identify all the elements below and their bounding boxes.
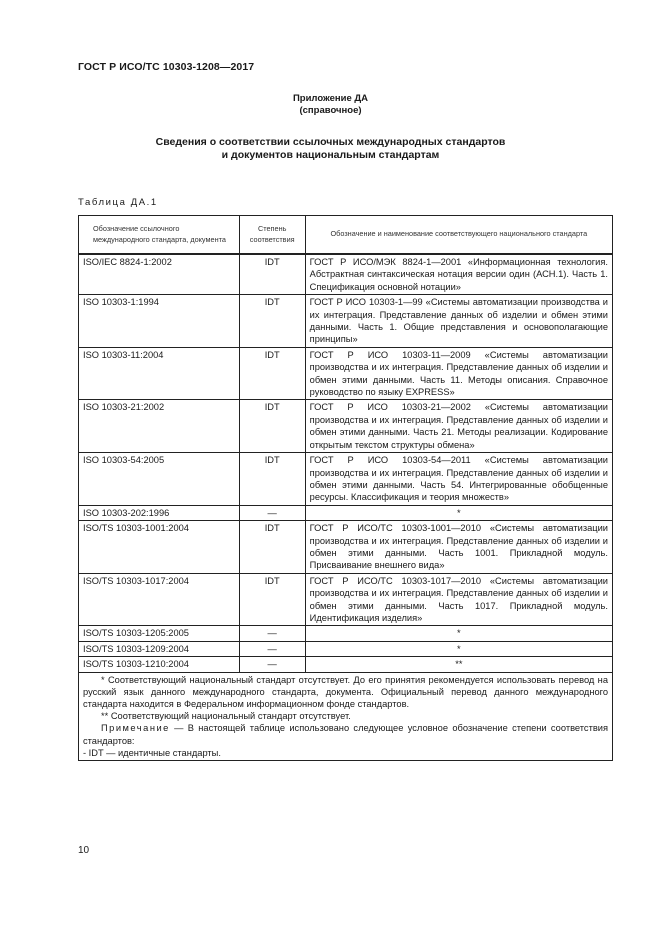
cell-degree: — xyxy=(239,657,305,672)
table-row xyxy=(79,521,613,574)
cell-standard: ISO/TS 10303-1017:2004 xyxy=(79,573,240,626)
table-row xyxy=(79,453,613,506)
cell-standard: ISO/TS 10303-1205:2005 xyxy=(79,626,240,641)
cell-national: ГОСТ Р ИСО/ТС 10303-1017—2010 «Системы автоматизации производства и их интеграция. Представление данных об изделии и обмен этими данными. Часть 1017. Прикладной модуль. Идентификация изделия» xyxy=(305,573,612,626)
footnote-double-star: ** Соответствующий национальный стандарт отсутствует. xyxy=(101,711,351,722)
cell-degree: — xyxy=(239,505,305,520)
cell-degree: IDT xyxy=(239,347,305,400)
cell-national: ** xyxy=(305,657,612,672)
table-header-row xyxy=(79,216,613,255)
table-row xyxy=(79,505,613,520)
cell-national: * xyxy=(305,641,612,656)
appendix-title: Приложение ДА xyxy=(292,93,369,104)
table-row xyxy=(79,641,613,656)
table-notes xyxy=(79,672,613,760)
table-row xyxy=(79,347,613,400)
page-number: 10 xyxy=(78,845,90,856)
table-row xyxy=(79,657,613,672)
footnote-single-star: * Соответствующий национальный стандарт отсутствует. До его принятия рекомендуется использовать перевод на русский язык данного международного стандарта, документа. Официальный перевод данного международного стандарта находится в Федеральном информационном фонде стандартов. xyxy=(83,674,608,709)
cell-national: ГОСТ Р ИСО 10303-21—2002 «Системы автоматизации производства и их интеграция. Представление данных об изделии и обмен этими данными. Часть 21. Методы реализации. Кодирование открытым текстом структуры обмена» xyxy=(305,400,612,453)
column-header-degree: Степень соответствия xyxy=(239,216,305,255)
cell-national: ГОСТ Р ИСО 10303-1—99 «Системы автоматизации производства и их интеграция. Представление данных об изделии и обмен этими данными. Часть 1. Общие представления и основополагающие принципы» xyxy=(305,295,612,348)
column-header-national-standard: Обозначение и наименование соответствующего национального стандарта xyxy=(305,216,612,255)
appendix-subtitle: (справочное) xyxy=(299,105,362,116)
note-paragraph xyxy=(83,722,608,746)
section-heading-line1: Сведения о соответствии ссылочных международных стандартов xyxy=(155,136,506,148)
cell-degree: — xyxy=(239,641,305,656)
note-label: Примечание xyxy=(101,723,170,734)
table-caption: Таблица ДА.1 xyxy=(78,197,158,208)
appendix-title-block xyxy=(0,93,661,117)
cell-standard: ISO/TS 10303-1001:2004 xyxy=(79,521,240,574)
table-row xyxy=(79,400,613,453)
section-heading-line2: и документов национальным стандартам xyxy=(221,149,440,161)
cell-national: ГОСТ Р ИСО/ТС 10303-1001—2010 «Системы автоматизации производства и их интеграция. Представление данных об изделии и обмен этими данными. Часть 1001. Прикладной модуль. Присваивание внешнего вида» xyxy=(305,521,612,574)
cell-standard: ISO 10303-202:1996 xyxy=(79,505,240,520)
cell-national: * xyxy=(305,626,612,641)
cell-degree: IDT xyxy=(239,453,305,506)
cell-standard: ISO/TS 10303-1210:2004 xyxy=(79,657,240,672)
table-row xyxy=(79,626,613,641)
table-row xyxy=(79,573,613,626)
cell-national: ГОСТ Р ИСО 10303-11—2009 «Системы автоматизации производства и их интеграция. Представление данных об изделии и обмен этими данными. Часть 11. Методы описания. Справочное руководство по языку EXPRESS» xyxy=(305,347,612,400)
cell-degree: IDT xyxy=(239,573,305,626)
cell-national: ГОСТ Р ИСО/МЭК 8824-1—2001 «Информационная технология. Абстрактная синтаксическая нотация версии один (АСН.1). Часть 1. Спецификация основной нотации» xyxy=(305,254,612,295)
cell-standard: ISO/TS 10303-1209:2004 xyxy=(79,641,240,656)
cell-degree: IDT xyxy=(239,521,305,574)
cell-standard: ISO 10303-21:2002 xyxy=(79,400,240,453)
cell-degree: IDT xyxy=(239,295,305,348)
table-row xyxy=(79,254,613,295)
note-text: — В настоящей таблице использовано следующее условное обозначение степени соответствия стандартов: xyxy=(83,723,608,746)
cell-standard: ISO/IEC 8824-1:2002 xyxy=(79,254,240,295)
cell-degree: IDT xyxy=(239,254,305,295)
cell-standard: ISO 10303-54:2005 xyxy=(79,453,240,506)
table-notes-row xyxy=(79,672,613,760)
note-idt-definition: - IDT — идентичные стандарты. xyxy=(83,747,221,758)
cell-degree: — xyxy=(239,626,305,641)
correspondence-table xyxy=(78,215,613,761)
cell-standard: ISO 10303-11:2004 xyxy=(79,347,240,400)
cell-national: ГОСТ Р ИСО 10303-54—2011 «Системы автоматизации производства и их интеграция. Представление данных об изделии и обмен этими данными. Часть 54. Интегрированные обобщенные ресурсы. Классификация и теория множеств» xyxy=(305,453,612,506)
cell-national: * xyxy=(305,505,612,520)
column-header-international-standard: Обозначение ссылочного международного стандарта, документа xyxy=(79,216,240,255)
section-heading xyxy=(0,136,661,162)
table-row xyxy=(79,295,613,348)
cell-standard: ISO 10303-1:1994 xyxy=(79,295,240,348)
standard-code-header: ГОСТ Р ИСО/ТС 10303-1208—2017 xyxy=(78,61,255,73)
cell-degree: IDT xyxy=(239,400,305,453)
